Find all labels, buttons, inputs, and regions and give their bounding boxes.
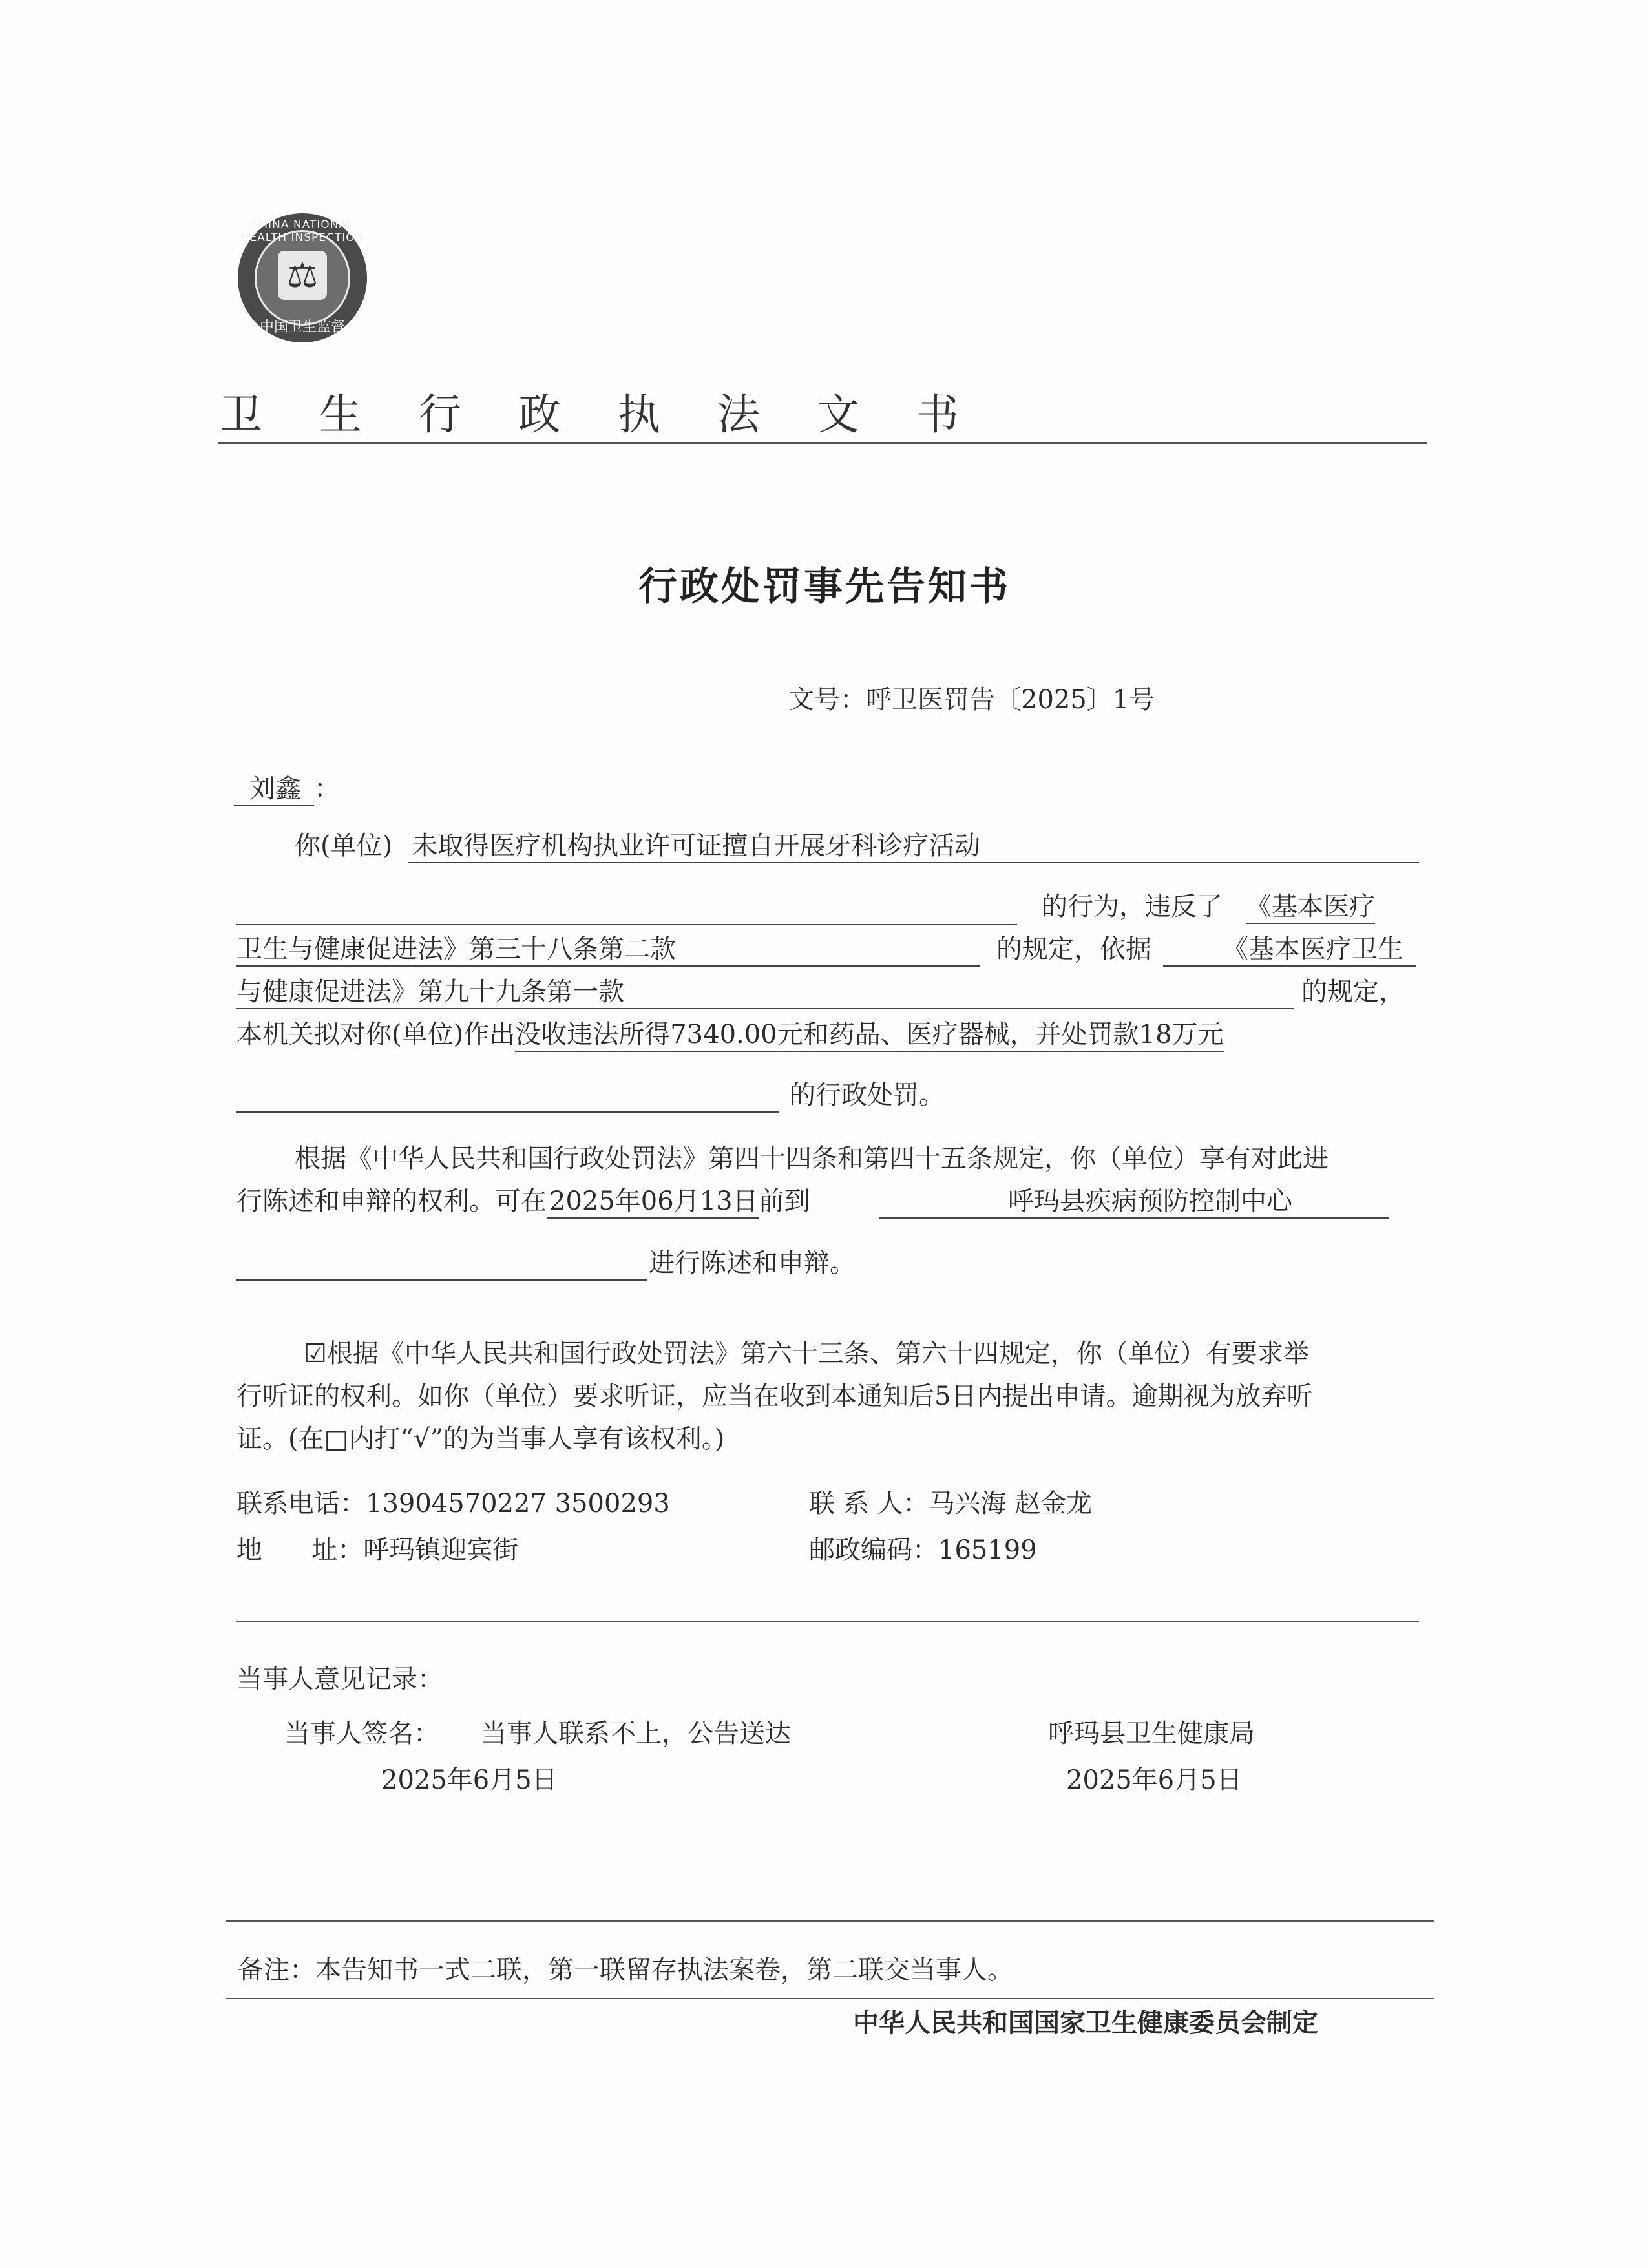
p1-line5 xyxy=(236,1018,1224,1052)
p2-end-text: 进行陈述和申辩。 xyxy=(649,1248,856,1278)
doc-title: 行政处罚事先告知书 xyxy=(638,564,1011,609)
p1-line3-right xyxy=(996,933,1403,965)
contact-person xyxy=(809,1487,1092,1520)
series-title: 卫生行政执法文书 xyxy=(220,390,1016,439)
person-value: 马兴海 赵金龙 xyxy=(929,1489,1093,1518)
authority-name: 呼玛县卫生健康局 xyxy=(1048,1719,1255,1748)
basis-law-underline-a xyxy=(1163,964,1416,967)
p1-rule-text: 的规定， xyxy=(1301,977,1405,1007)
p2-line2 xyxy=(236,1185,810,1219)
phone-label: 联系电话： xyxy=(236,1489,366,1518)
p3-line1-text: 根据《中华人民共和国行政处罚法》第六十三条、第六十四规定，你（单位）有要求举 xyxy=(326,1339,1309,1369)
violated-law-b: 卫生与健康促进法》第三十八条第二款 xyxy=(236,934,676,964)
p1-line2 xyxy=(1042,890,1375,924)
seal-ring-text: CHINA NATIONAL HEALTH INSPECTION xyxy=(240,218,364,244)
contact-divider xyxy=(236,1621,1419,1622)
place-underline-2 xyxy=(236,1278,647,1281)
p1-line4 xyxy=(236,976,624,1008)
p2-mid: 前到 xyxy=(758,1186,810,1216)
health-inspection-seal xyxy=(238,213,367,342)
p1-violate-text: 的行为，违反了 xyxy=(1042,892,1223,921)
basis-law-b: 与健康促进法》第九十九条第一款 xyxy=(236,977,624,1007)
addressee-line xyxy=(234,773,340,806)
doc-number xyxy=(788,684,1155,716)
place-value: 呼玛县疾病预防控制中心 xyxy=(1008,1186,1292,1216)
footer-issuer: 中华人民共和国国家卫生健康委员会制定 xyxy=(853,2008,1318,2038)
contact-address xyxy=(236,1534,518,1566)
postcode-label: 邮政编码： xyxy=(809,1535,938,1565)
hearing-checkbox[interactable]: ☑ xyxy=(304,1339,327,1369)
deadline-value: 2025年06月13日 xyxy=(547,1185,759,1219)
authority-date: 2025年6月5日 xyxy=(1066,1765,1243,1795)
signature-value: 当事人联系不上，公告送达 xyxy=(481,1719,791,1748)
p1-line1 xyxy=(295,830,980,862)
p1-line3 xyxy=(236,933,676,965)
p3-line3: 证。(在□内打“√”的为当事人享有该权利。) xyxy=(236,1424,725,1454)
p1-prefix: 你(单位) xyxy=(295,831,393,861)
postcode-value: 165199 xyxy=(938,1535,1037,1565)
behavior-underline xyxy=(408,861,1419,863)
p1-end-text: 的行政处罚。 xyxy=(790,1080,945,1110)
behavior-underline-2 xyxy=(236,923,1017,925)
p1-according-text: 的规定，依据 xyxy=(996,934,1151,964)
footer-note: 备注：本告知书一式二联，第一联留存执法案卷，第二联交当事人。 xyxy=(238,1955,1013,1985)
violated-law-underline xyxy=(236,964,980,967)
footer-divider-top xyxy=(226,1920,1434,1922)
person-label: 联 系 人： xyxy=(809,1489,929,1518)
p3-line1 xyxy=(304,1338,1309,1370)
signature-date: 2025年6月5日 xyxy=(381,1765,558,1795)
behavior-value: 未取得医疗机构执业许可证擅自开展牙科诊疗活动 xyxy=(412,831,981,861)
penalty-underline xyxy=(236,1110,779,1113)
address-label: 地 址： xyxy=(236,1535,364,1565)
addressee-name: 刘鑫 xyxy=(234,773,314,806)
opinion-label: 当事人意见记录： xyxy=(236,1664,443,1694)
p2-line1: 根据《中华人民共和国行政处罚法》第四十四条和第四十五条规定，你（单位）享有对此进 xyxy=(295,1144,1329,1173)
p3-line2: 行听证的权利。如你（单位）要求听证，应当在收到本通知后5日内提出申请。逾期视为放弃听 xyxy=(236,1381,1313,1411)
header-divider xyxy=(218,442,1427,444)
p2-prefix: 行陈述和申辩的权利。可在 xyxy=(236,1186,547,1216)
penalty-value: 没收违法所得7340.00元和药品、医疗器械，并处罚款18万元 xyxy=(515,1018,1223,1052)
basis-law-a: 《基本医疗卫生 xyxy=(1223,934,1403,964)
doc-number-label: 文号： xyxy=(788,685,866,715)
signature-label: 当事人签名： xyxy=(284,1719,439,1748)
phone-value: 13904570227 3500293 xyxy=(366,1489,670,1518)
scales-icon xyxy=(278,251,327,300)
seal-bottom-text: 中国卫生监督 xyxy=(259,319,345,335)
contact-phone xyxy=(236,1487,670,1520)
signature-line xyxy=(284,1717,791,1750)
footer-divider-bottom xyxy=(226,1998,1434,1999)
address-value: 呼玛镇迎宾街 xyxy=(363,1535,519,1565)
p1-intend-text: 本机关拟对你(单位)作出 xyxy=(236,1020,516,1049)
basis-law-underline-b xyxy=(236,1007,1294,1009)
doc-number-value: 呼卫医罚告〔2025〕1号 xyxy=(866,685,1155,715)
violated-law-a: 《基本医疗 xyxy=(1246,890,1375,924)
addressee-suffix: ： xyxy=(314,774,340,804)
place-underline xyxy=(879,1216,1389,1219)
contact-postcode xyxy=(809,1534,1037,1566)
